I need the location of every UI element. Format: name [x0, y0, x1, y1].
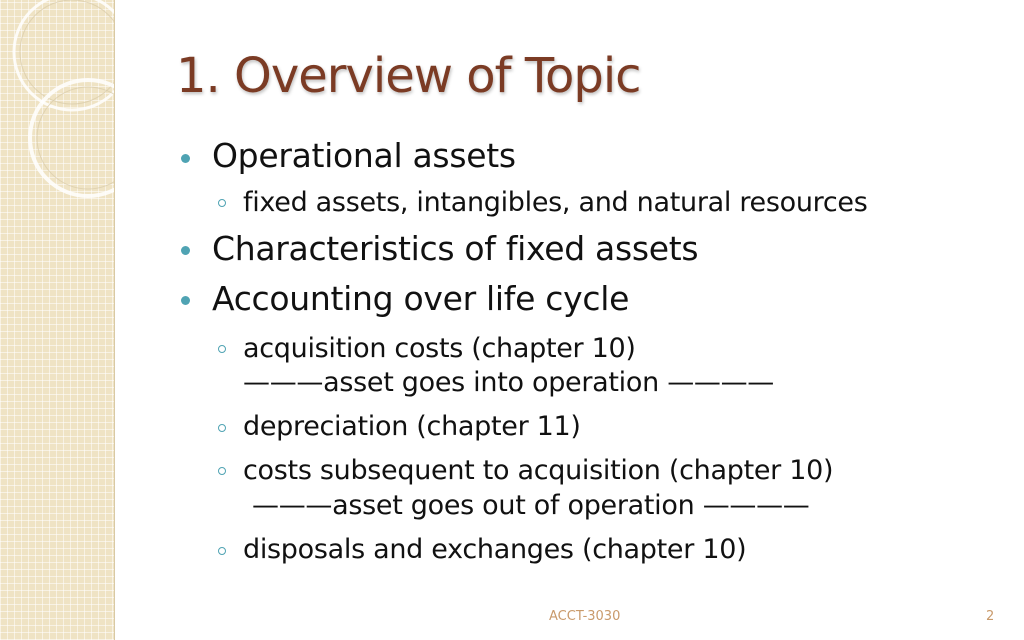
sub-bullet-icon	[218, 547, 226, 555]
sub-bullet-acquisition-costs: acquisition costs (chapter 10)	[243, 333, 636, 364]
bullet-characteristics: Characteristics of fixed assets	[212, 229, 699, 268]
footer-course-code: ACCT-3030	[549, 609, 621, 624]
sub-bullet-asset-types: fixed assets, intangibles, and natural resources	[243, 187, 868, 218]
decorative-circles-icon	[0, 0, 114, 640]
sub-bullet-icon	[218, 467, 226, 475]
sub-bullet-icon	[218, 199, 226, 207]
bullet-accounting-life-cycle: Accounting over life cycle	[212, 279, 630, 318]
sub-bullet-subsequent-costs: costs subsequent to acquisition (chapter 10)	[243, 455, 834, 486]
bullet-icon	[181, 154, 190, 163]
transition-into-operation: ———asset goes into operation ————	[243, 367, 774, 398]
bullet-icon	[181, 296, 190, 305]
transition-out-of-operation: ———asset goes out of operation ————	[252, 490, 810, 521]
sub-bullet-icon	[218, 345, 226, 353]
slide-title: 1. Overview of Topic	[176, 48, 641, 104]
sub-bullet-icon	[218, 424, 226, 432]
sub-bullet-depreciation: depreciation (chapter 11)	[243, 411, 581, 442]
sub-bullet-disposals: disposals and exchanges (chapter 10)	[243, 534, 747, 565]
bullet-icon	[181, 246, 190, 255]
bullet-operational-assets: Operational assets	[212, 136, 516, 175]
page-number: 2	[986, 609, 995, 624]
decorative-sidebar	[0, 0, 115, 640]
